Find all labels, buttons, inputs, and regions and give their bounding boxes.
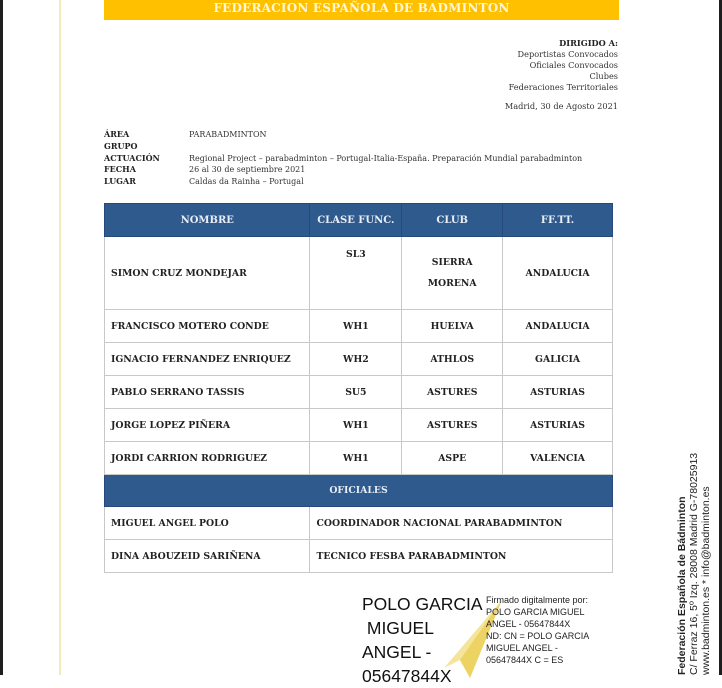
info-row-area xyxy=(104,129,582,141)
footer-address: C/ Ferraz 16, 5º Izq. 28008 Madrid G-78025913 xyxy=(688,452,700,675)
info-label: ÁREA xyxy=(104,129,130,139)
table-row xyxy=(105,343,613,376)
cell-club: ASTURES xyxy=(402,376,503,409)
info-value: Regional Project – parabadminton – Portugal-Italia-España. Preparación Mundial parabadminton xyxy=(189,153,583,163)
recipient-line: Deportistas Convocados xyxy=(517,49,618,59)
info-value: Caldas da Rainha – Portugal xyxy=(189,177,304,187)
signature-detail-line: Firmado digitalmente por: xyxy=(486,595,589,605)
federation-banner: FEDERACION ESPAÑOLA DE BADMINTON xyxy=(104,0,619,20)
footer-contact: www.badminton.es * info@badminton.es xyxy=(700,486,712,675)
info-label: LUGAR xyxy=(104,176,136,187)
signature-detail-line: POLO GARCIA MIGUEL xyxy=(486,607,585,617)
cell-clase: SL3 xyxy=(310,237,402,310)
cell-club: ASPE xyxy=(402,442,503,475)
table-row xyxy=(105,409,613,442)
officials-section-header xyxy=(105,475,613,507)
cell-nombre: FRANCISCO MOTERO CONDE xyxy=(105,310,310,343)
cell-nombre: PABLO SERRANO TASSIS xyxy=(105,376,310,409)
column-header-clase: CLASE FUNC. xyxy=(310,204,402,237)
convocation-table xyxy=(104,203,613,573)
signature-name-line: MIGUEL xyxy=(362,618,434,638)
cell-nombre: JORDI CARRION RODRIGUEZ xyxy=(105,442,310,475)
recipients-title: DIRIGIDO A: xyxy=(559,38,618,48)
signature-name-line: POLO GARCIA xyxy=(362,594,483,614)
info-value: 26 al 30 de septiembre 2021 xyxy=(189,165,306,175)
info-label: FECHA xyxy=(104,164,136,175)
official-row xyxy=(105,507,613,540)
cell-nombre: JORGE LOPEZ PIÑERA xyxy=(105,409,310,442)
cell-fftt: ASTURIAS xyxy=(503,376,613,409)
column-header-nombre: NOMBRE xyxy=(105,204,310,237)
cell-official-nombre: DINA ABOUZEID SARIÑENA xyxy=(105,540,310,573)
cell-official-cargo: TECNICO FESBA PARABADMINTON xyxy=(310,540,613,573)
table-row xyxy=(105,237,613,310)
cell-nombre: IGNACIO FERNANDEZ ENRIQUEZ xyxy=(105,343,310,376)
signature-detail-line: ND: CN = POLO GARCIA xyxy=(486,631,590,641)
cell-clase: WH1 xyxy=(310,409,402,442)
recipient-line: Clubes xyxy=(589,71,618,81)
info-label: GRUPO xyxy=(104,140,138,151)
cell-clase: WH1 xyxy=(310,310,402,343)
cell-fftt: GALICIA xyxy=(503,343,613,376)
margin-line xyxy=(59,0,61,675)
cell-club: ATHLOS xyxy=(402,343,503,376)
cell-clase: WH1 xyxy=(310,442,402,475)
cell-official-cargo: COORDINADOR NACIONAL PARABADMINTON xyxy=(310,507,613,540)
signature-name-line: 05647844X xyxy=(362,666,452,686)
signature-detail-line: 05647844X C = ES xyxy=(486,655,564,665)
cell-clase: WH2 xyxy=(310,343,402,376)
table-header-row xyxy=(105,204,613,237)
info-row-grupo xyxy=(104,141,582,153)
cell-club: ASTURES xyxy=(402,409,503,442)
signature-name xyxy=(362,592,483,688)
cell-fftt: ASTURIAS xyxy=(503,409,613,442)
table-row xyxy=(105,442,613,475)
federation-footer xyxy=(676,453,712,675)
column-header-fftt: FF.TT. xyxy=(503,204,613,237)
document-date: Madrid, 30 de Agosto 2021 xyxy=(504,101,618,111)
info-row-fecha xyxy=(104,164,582,176)
cell-club: SIERRA MORENA xyxy=(402,237,503,310)
table-row xyxy=(105,310,613,343)
info-row-lugar xyxy=(104,176,582,188)
cell-fftt: ANDALUCIA xyxy=(503,310,613,343)
column-header-club: CLUB xyxy=(402,204,503,237)
cell-clase: SU5 xyxy=(310,376,402,409)
footer-organization: Federación Española de Bádminton xyxy=(676,496,688,675)
info-label: ACTUACIÓN xyxy=(104,152,160,163)
cell-official-nombre: MIGUEL ANGEL POLO xyxy=(105,507,310,540)
signature-details xyxy=(486,594,589,666)
cell-nombre: SIMON CRUZ MONDEJAR xyxy=(105,237,310,310)
cell-fftt: ANDALUCIA xyxy=(503,237,613,310)
signature-name-line: ANGEL - xyxy=(362,642,432,662)
recipients-block xyxy=(505,38,618,112)
info-value: PARABADMINTON xyxy=(189,130,267,139)
cell-fftt: VALENCIA xyxy=(503,442,613,475)
info-row-actuacion xyxy=(104,153,582,165)
cell-club: HUELVA xyxy=(402,310,503,343)
table-row xyxy=(105,376,613,409)
officials-header: OFICIALES xyxy=(105,475,613,507)
signature-detail-line: ANGEL - 05647844X xyxy=(486,619,571,629)
page-left-edge xyxy=(0,0,3,675)
signature-detail-line: MIGUEL ANGEL - xyxy=(486,643,558,653)
info-block xyxy=(104,129,582,188)
recipient-line: Oficiales Convocados xyxy=(529,60,618,70)
recipient-line: Federaciones Territoriales xyxy=(508,82,618,92)
official-row xyxy=(105,540,613,573)
